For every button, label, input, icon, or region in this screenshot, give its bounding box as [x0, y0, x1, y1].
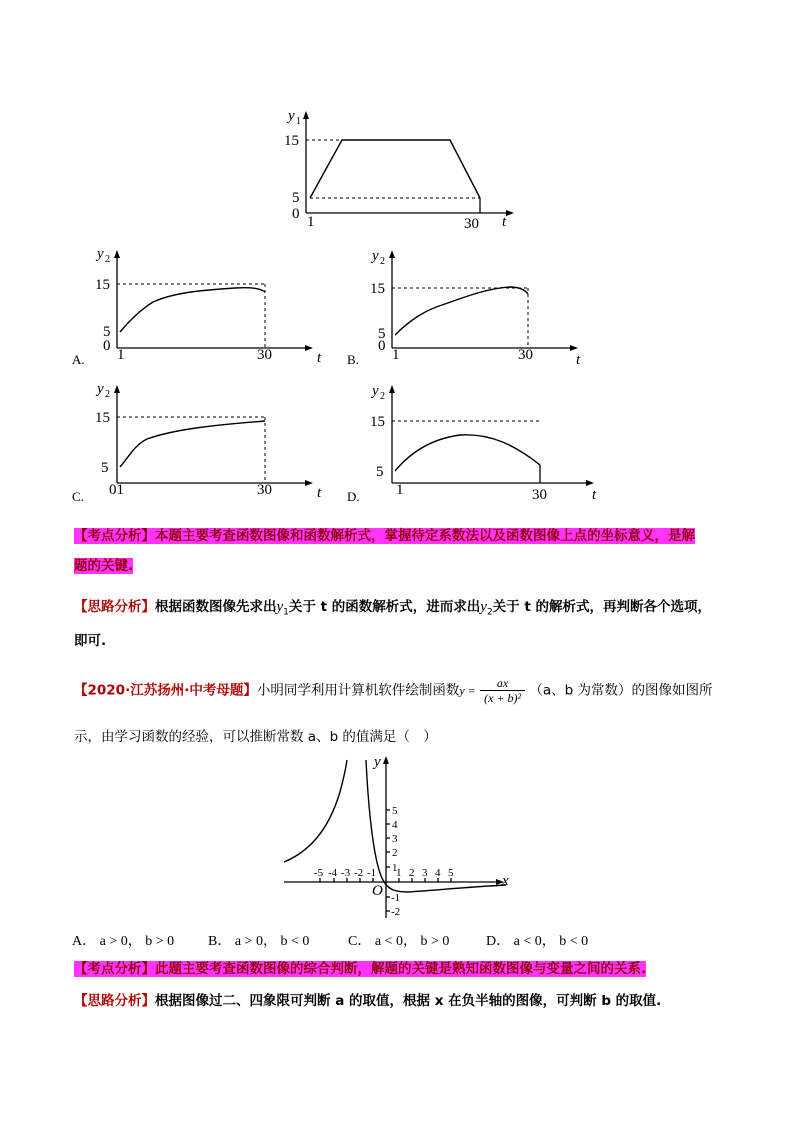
svg-text:1: 1 [396, 482, 404, 498]
graph-option-c [75, 375, 345, 505]
svg-text:y: y [372, 248, 379, 264]
x-tick-30: 30 [464, 216, 479, 232]
svg-text:4: 4 [392, 819, 398, 831]
svg-text:2: 2 [105, 389, 110, 400]
t-axis-label: t [502, 214, 507, 230]
y-tick-5: 5 [292, 190, 300, 206]
problem-2: 【2020·江苏扬州·中考母题】小明同学利用计算机软件绘制函数y = $\frac{ax}{\text{(x + b)²}}$ （a、b 为常数）的图像如图所 [74, 676, 713, 705]
svg-text:y: y [372, 383, 379, 399]
svg-text:2: 2 [380, 391, 385, 402]
answer-d[interactable]: D． a < 0， b < 0 [486, 934, 589, 949]
y-tick-15: 15 [284, 133, 299, 149]
svg-text:2: 2 [392, 847, 398, 859]
svg-text:y: y [374, 754, 381, 770]
svg-text:-3: -3 [341, 867, 351, 879]
svg-text:1: 1 [392, 347, 400, 363]
graph-y1 [280, 105, 520, 235]
option-a-letter: A. [72, 352, 85, 367]
svg-text:t: t [592, 487, 597, 503]
svg-text:-2: -2 [354, 867, 364, 879]
option-b-letter: B. [347, 352, 359, 367]
svg-text:30: 30 [532, 487, 547, 503]
formula-fraction: $\frac{ax}{\text{(x + b)²}}$ [480, 676, 525, 705]
analysis-1-cont: 题的关键. [74, 558, 134, 574]
y-tick-0: 0 [292, 206, 300, 222]
thinking-1: 【思路分析】根据函数图像先求出$y_1$关于 t 的函数解析式，进而求出$y_2$关于 t 的解析式，再判断各个选项， [74, 599, 712, 618]
svg-text:1: 1 [392, 862, 398, 874]
svg-text:t: t [576, 352, 581, 368]
answer-a[interactable]: A． a > 0， b > 0 [72, 934, 175, 949]
svg-text:t: t [317, 350, 322, 366]
thinking-1-cont: 即可. [74, 633, 107, 649]
svg-text:5: 5 [103, 324, 111, 340]
svg-text:y: y [97, 381, 104, 397]
x-tick-1: 1 [307, 214, 315, 230]
svg-text:-2: -2 [391, 906, 401, 918]
svg-text:1: 1 [117, 347, 125, 363]
svg-text:15: 15 [95, 410, 110, 426]
y1-axis-label: y [288, 108, 295, 124]
graph-function [278, 752, 518, 924]
svg-text:5: 5 [392, 805, 398, 817]
svg-text:5: 5 [378, 326, 386, 342]
svg-text:3: 3 [392, 833, 398, 845]
analysis-2: 【考点分析】此题主要考查函数图像的综合判断，解题的关键是熟知函数图像与变量之间的关系. [74, 961, 647, 977]
thinking-2: 【思路分析】根据图像过二、四象限可判断 a 的取值，根据 x 在负半轴的图像，可判断 b 的取值. [74, 993, 662, 1009]
svg-text:5: 5 [448, 867, 454, 879]
svg-text:5: 5 [101, 460, 109, 476]
svg-text:15: 15 [370, 414, 385, 430]
answer-b[interactable]: B． a > 0， b < 0 [208, 934, 310, 949]
svg-text:t: t [317, 485, 322, 501]
svg-text:1: 1 [396, 867, 402, 879]
graph-option-a [75, 240, 345, 370]
svg-text:-1: -1 [367, 867, 377, 879]
graph-option-d [350, 375, 620, 505]
svg-text:x: x [502, 873, 509, 889]
svg-text:3: 3 [422, 867, 428, 879]
problem-2-cont: 示，由学习函数的经验，可以推断常数 a、b 的值满足（ ） [74, 729, 437, 745]
answer-c[interactable]: C． a < 0， b > 0 [348, 934, 450, 949]
option-d-letter: D. [347, 489, 360, 504]
svg-text:0: 0 [103, 338, 111, 354]
svg-text:30: 30 [257, 482, 272, 498]
svg-text:30: 30 [257, 347, 272, 363]
option-c-letter: C. [72, 489, 84, 504]
svg-text:-5: -5 [314, 867, 324, 879]
svg-text:O: O [372, 883, 383, 899]
svg-text:15: 15 [95, 277, 110, 293]
svg-text:15: 15 [370, 281, 385, 297]
svg-text:1: 1 [296, 116, 301, 127]
svg-text:5: 5 [376, 464, 384, 480]
svg-text:2: 2 [105, 254, 110, 265]
svg-text:0: 0 [378, 338, 386, 354]
svg-text:2: 2 [380, 256, 385, 267]
svg-text:2: 2 [409, 867, 415, 879]
svg-text:4: 4 [435, 867, 441, 879]
svg-text:01: 01 [109, 482, 124, 498]
svg-text:y: y [97, 246, 104, 262]
svg-text:-4: -4 [328, 867, 338, 879]
svg-text:30: 30 [518, 347, 533, 363]
svg-text:-1: -1 [391, 892, 401, 904]
graph-option-b [350, 240, 620, 370]
analysis-1: 【考点分析】本题主要考查函数图像和函数解析式，掌握待定系数法以及函数图像上点的坐标意义，是解 [74, 528, 695, 544]
